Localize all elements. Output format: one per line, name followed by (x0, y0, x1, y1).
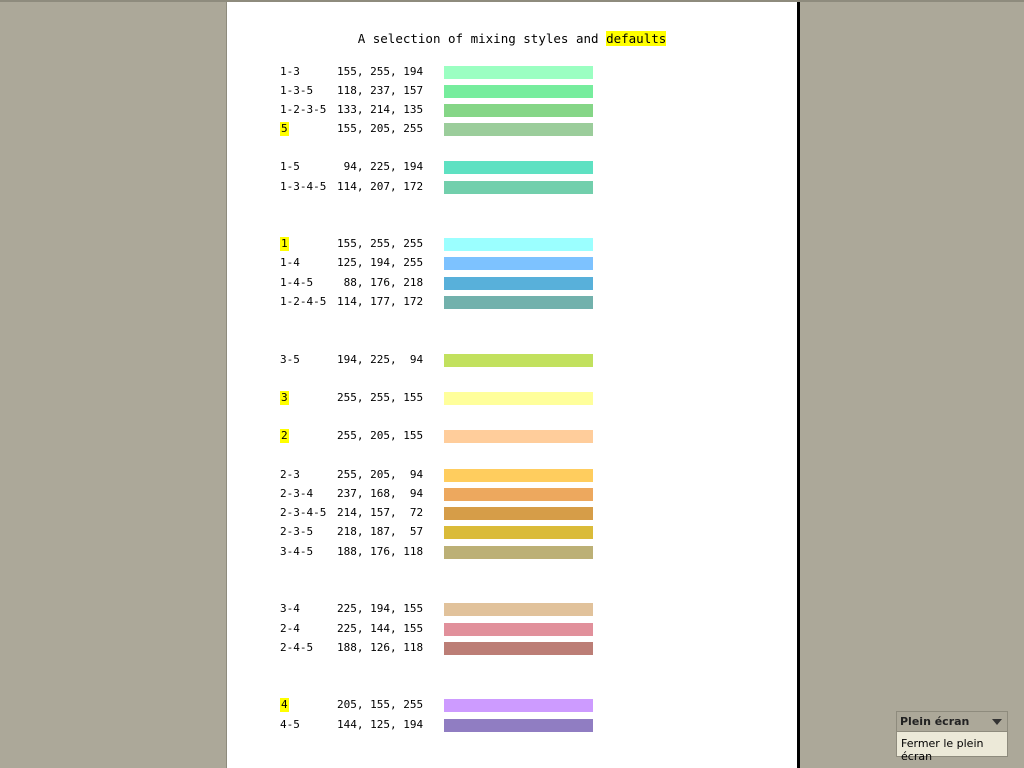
rgb-value: 188, 126, 118 (337, 641, 424, 654)
color-swatch (444, 488, 593, 501)
mix-code: 2-3-4-5 (280, 506, 327, 519)
mix-code: 1-4 (280, 256, 300, 269)
color-swatch (444, 296, 593, 309)
color-swatch (444, 623, 593, 636)
mix-code: 5 (281, 122, 288, 135)
color-row (227, 160, 797, 174)
color-row (227, 545, 797, 559)
mix-code: 4-5 (280, 718, 300, 731)
color-swatch (444, 161, 593, 174)
color-row (227, 718, 797, 732)
color-row (227, 353, 797, 367)
rgb-value: 155, 205, 255 (337, 122, 424, 135)
rgb-value: 194, 225, 94 (337, 353, 424, 366)
chevron-down-icon[interactable] (992, 719, 1002, 725)
color-row (227, 641, 797, 655)
mix-code: 2-4 (280, 622, 300, 635)
color-row (227, 698, 797, 712)
rgb-value: 114, 177, 172 (337, 295, 424, 308)
color-swatch (444, 507, 593, 520)
rgb-value: 205, 155, 255 (337, 698, 424, 711)
color-row (227, 429, 797, 443)
color-row (227, 506, 797, 520)
color-swatch (444, 104, 593, 117)
mix-code: 1-4-5 (280, 276, 314, 289)
color-row (227, 468, 797, 482)
rgb-value: 188, 176, 118 (337, 545, 424, 558)
rgb-value: 225, 144, 155 (337, 622, 424, 635)
color-swatch (444, 238, 593, 251)
color-row (227, 525, 797, 539)
rgb-value: 125, 194, 255 (337, 256, 424, 269)
color-swatch (444, 546, 593, 559)
color-swatch (444, 603, 593, 616)
color-row (227, 237, 797, 251)
mix-code: 1-2-4-5 (280, 295, 327, 308)
color-row (227, 487, 797, 501)
mix-code: 1-3-5 (280, 84, 314, 97)
color-swatch (444, 699, 593, 712)
mix-code: 2-4-5 (280, 641, 314, 654)
page-title (227, 31, 797, 46)
color-swatch (444, 181, 593, 194)
rgb-value: 225, 194, 155 (337, 602, 424, 615)
color-row (227, 180, 797, 194)
color-row (227, 122, 797, 136)
mix-code: 1-5 (280, 160, 300, 173)
color-row (227, 276, 797, 290)
mix-code: 3-4-5 (280, 545, 314, 558)
rgb-value: 88, 176, 218 (337, 276, 424, 289)
mix-code: 3-5 (280, 353, 300, 366)
mix-code: 2-3-5 (280, 525, 314, 538)
color-swatch (444, 123, 593, 136)
rgb-value: 255, 205, 94 (337, 468, 424, 481)
color-row (227, 295, 797, 309)
color-row (227, 103, 797, 117)
color-row (227, 602, 797, 616)
fullscreen-toolbar-header[interactable] (897, 712, 1007, 732)
color-row (227, 65, 797, 79)
color-row (227, 391, 797, 405)
color-swatch (444, 526, 593, 539)
color-row (227, 84, 797, 98)
color-swatch (444, 430, 593, 443)
rgb-value: 144, 125, 194 (337, 718, 424, 731)
color-swatch (444, 719, 593, 732)
color-swatch (444, 66, 593, 79)
fullscreen-toolbar (896, 711, 1008, 763)
mix-code: 1 (281, 237, 288, 250)
rgb-value: 255, 255, 155 (337, 391, 424, 404)
mix-code: 3 (281, 391, 288, 404)
color-row (227, 256, 797, 270)
color-swatch (444, 277, 593, 290)
rgb-value: 155, 255, 255 (337, 237, 424, 250)
document-page (227, 2, 800, 768)
rgb-value: 218, 187, 57 (337, 525, 424, 538)
color-swatch (444, 392, 593, 405)
color-swatch (444, 642, 593, 655)
rgb-value: 94, 225, 194 (337, 160, 424, 173)
rgb-value: 133, 214, 135 (337, 103, 424, 116)
close-fullscreen-button[interactable]: Fermer le plein écran (901, 737, 984, 763)
rgb-value: 255, 205, 155 (337, 429, 424, 442)
rgb-value: 118, 237, 157 (337, 84, 424, 97)
rgb-value: 214, 157, 72 (337, 506, 424, 519)
mix-code: 4 (281, 698, 288, 711)
mix-code: 2-3 (280, 468, 300, 481)
title-highlight: defaults (606, 31, 667, 46)
color-swatch (444, 257, 593, 270)
fullscreen-toolbar-title: Plein écran (900, 715, 970, 728)
mix-code: 1-3 (280, 65, 300, 78)
mix-code: 3-4 (280, 602, 300, 615)
mix-code: 1-2-3-5 (280, 103, 327, 116)
color-swatch (444, 354, 593, 367)
mix-code: 1-3-4-5 (280, 180, 327, 193)
color-swatch (444, 85, 593, 98)
mix-code: 2 (281, 429, 288, 442)
color-swatch (444, 469, 593, 482)
rgb-value: 237, 168, 94 (337, 487, 424, 500)
title-text: A selection of mixing styles and (357, 31, 607, 46)
mix-code: 2-3-4 (280, 487, 314, 500)
rgb-value: 114, 207, 172 (337, 180, 424, 193)
color-row (227, 622, 797, 636)
rgb-value: 155, 255, 194 (337, 65, 424, 78)
